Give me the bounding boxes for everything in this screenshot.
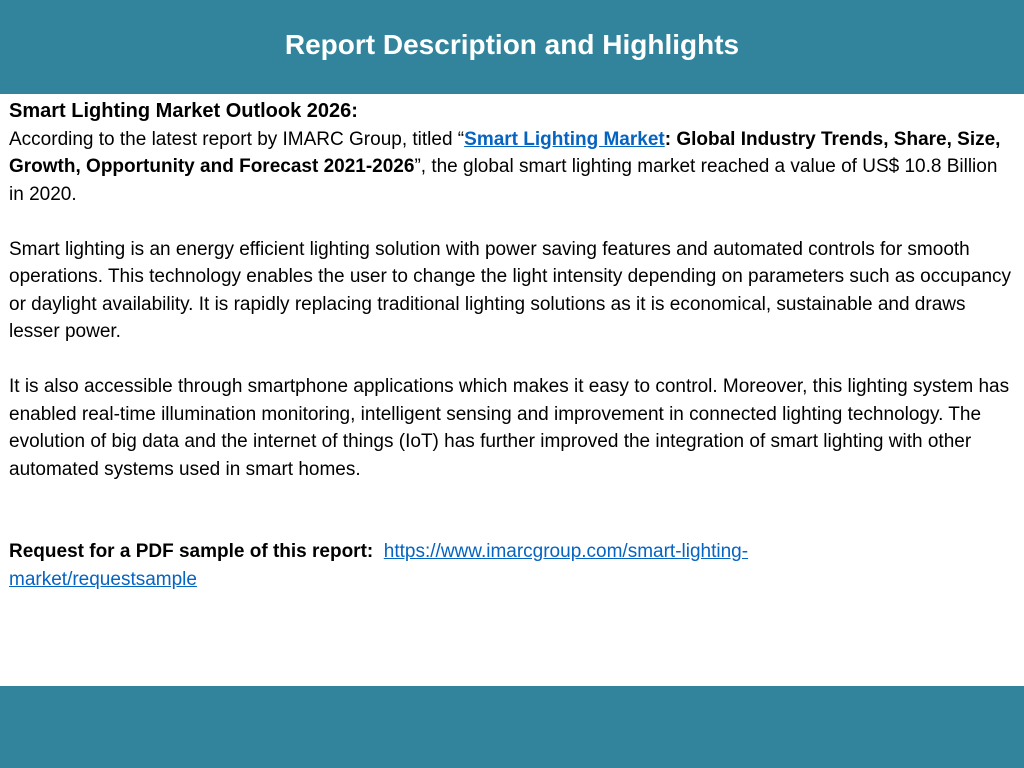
request-url-line-2: market/requestsample (9, 568, 197, 590)
request-url-line-1: https://www.imarcgroup.com/smart-lighting- (383, 541, 749, 562)
features-paragraph: It is also accessible through smartphone applications which makes it easy to control. Moreover, this lighting system has enabled real-time illumination monitoring, intelligent sensing and improvement in connected lighting technology. The evolution of big data and the internet of things (IoT) has further improved the integration of smart lighting with other automated systems used in smart homes. (9, 376, 1010, 480)
request-label: Request for a PDF sample of this report: (9, 541, 374, 562)
footer-bar (0, 686, 1024, 768)
section-heading: Smart Lighting Market Outlook 2026: (9, 100, 358, 122)
intro-prefix: According to the latest report by IMARC Group, titled “ (9, 128, 465, 150)
report-link[interactable]: Smart Lighting Market (464, 128, 665, 150)
intro-paragraph (9, 126, 1017, 209)
report-title: : Global Industry Trends, Share, Size, Growth, Opportunity and Forecast 2021-2026 (9, 128, 1001, 177)
report-content (9, 98, 1017, 593)
request-sample (9, 538, 1017, 593)
page-title: Report Description and Highlights (284, 29, 740, 60)
header-bar (0, 0, 1024, 94)
description-paragraph: Smart lighting is an energy efficient lighting solution with power saving features and automated controls for smooth operations. This technology enables the user to change the light intensity depending on parameters such as occupancy or daylight availability. It is rapidly replacing traditional lighting solutions as it is economical, sustainable and draws lesser power. (9, 238, 1012, 342)
intro-suffix: ”, the global smart lighting market reached a value of US$ 10.8 Billion in 2020. (9, 156, 998, 205)
